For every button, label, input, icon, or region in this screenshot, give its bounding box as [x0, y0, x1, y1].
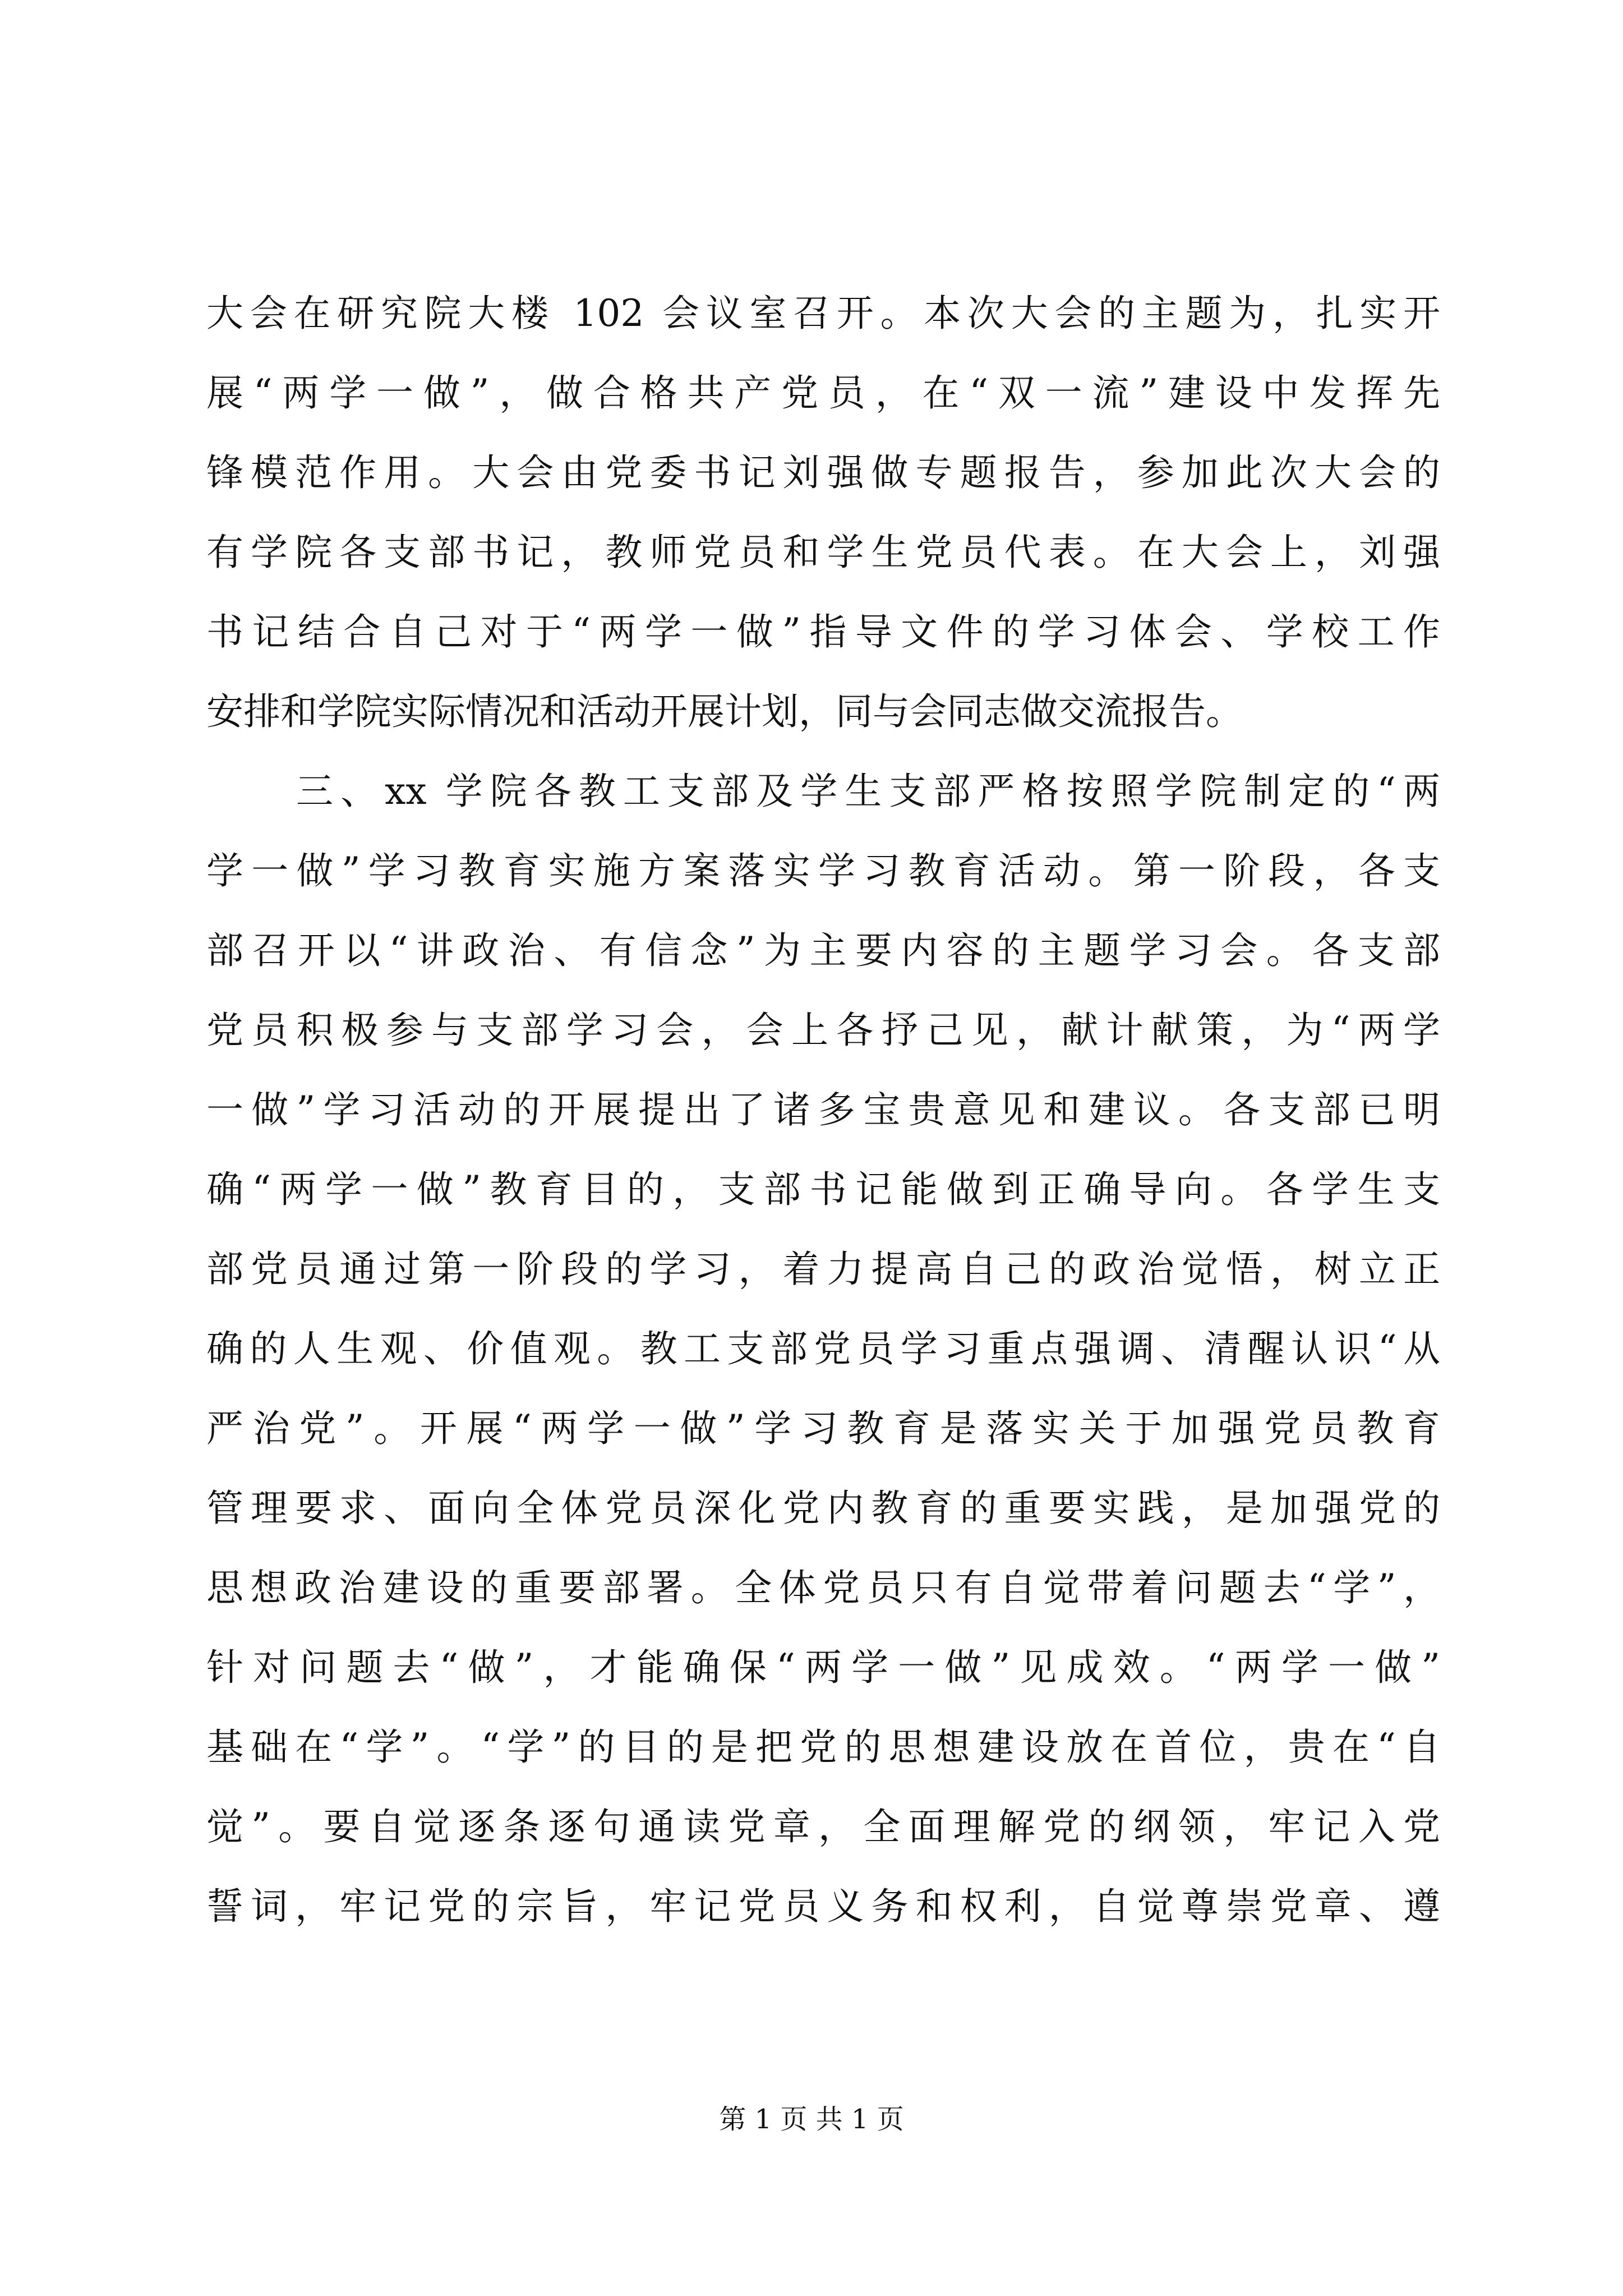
document-body: [206, 274, 1440, 1947]
text-line: 大会在研究院大楼 102 会议室召开。本次大会的主题为，扎实开: [206, 292, 1440, 335]
text-line: 思想政治建设的重要部署。全体党员只有自觉带着问题去“学”，: [206, 1566, 1440, 1609]
text-line: 确的人生观、价值观。教工支部党员学习重点强调、清醒认识“从: [206, 1327, 1440, 1370]
text-line: 针对问题去“做”，才能确保“两学一做”见成效。“两学一做”: [206, 1646, 1440, 1689]
text-line: 确“两学一做”教育目的，支部书记能做到正确导向。各学生支: [206, 1168, 1440, 1211]
text-line: 部党员通过第一阶段的学习，着力提高自己的政治觉悟，树立正: [206, 1248, 1440, 1291]
text-line: 誓词，牢记党的宗旨，牢记党员义务和权利，自觉尊崇党章、遵: [206, 1885, 1440, 1928]
text-line: 书记结合自己对于“两学一做”指导文件的学习体会、学校工作: [206, 610, 1440, 654]
text-line: 觉”。要自觉逐条逐句通读党章，全面理解党的纲领，牢记入党: [206, 1805, 1440, 1848]
text-line: 基础在“学”。“学”的目的是把党的思想建设放在首位，贵在“自: [206, 1726, 1440, 1769]
text-line: 安排和学院实际情况和活动开展计划，同与会同志做交流报告。: [206, 690, 1243, 733]
text-line: 部召开以“讲政治、有信念”为主要内容的主题学习会。各支部: [206, 929, 1440, 972]
text-line: 学一做”学习教育实施方案落实学习教育活动。第一阶段，各支: [206, 849, 1440, 892]
text-line: 管理要求、面向全体党员深化党内教育的重要实践，是加强党的: [206, 1487, 1440, 1530]
page-number-footer: 第 1 页 共 1 页: [719, 2104, 904, 2135]
paragraph-start-line: 三、xx 学院各教工支部及学生支部严格按照学院制定的“两: [296, 770, 1440, 813]
text-line: 有学院各支部书记，教师党员和学生党员代表。在大会上，刘强: [206, 531, 1440, 574]
text-line: 党员积极参与支部学习会，会上各抒己见，献计献策，为“两学: [206, 1009, 1440, 1052]
text-line: 展“两学一做”，做合格共产党员，在“双一流”建设中发挥先: [206, 371, 1440, 415]
text-line: 严治党”。开展“两学一做”学习教育是落实关于加强党员教育: [206, 1407, 1440, 1450]
text-line: 锋模范作用。大会由党委书记刘强做专题报告，参加此次大会的: [206, 451, 1440, 494]
text-line: 一做”学习活动的开展提出了诸多宝贵意见和建议。各支部已明: [206, 1088, 1440, 1131]
